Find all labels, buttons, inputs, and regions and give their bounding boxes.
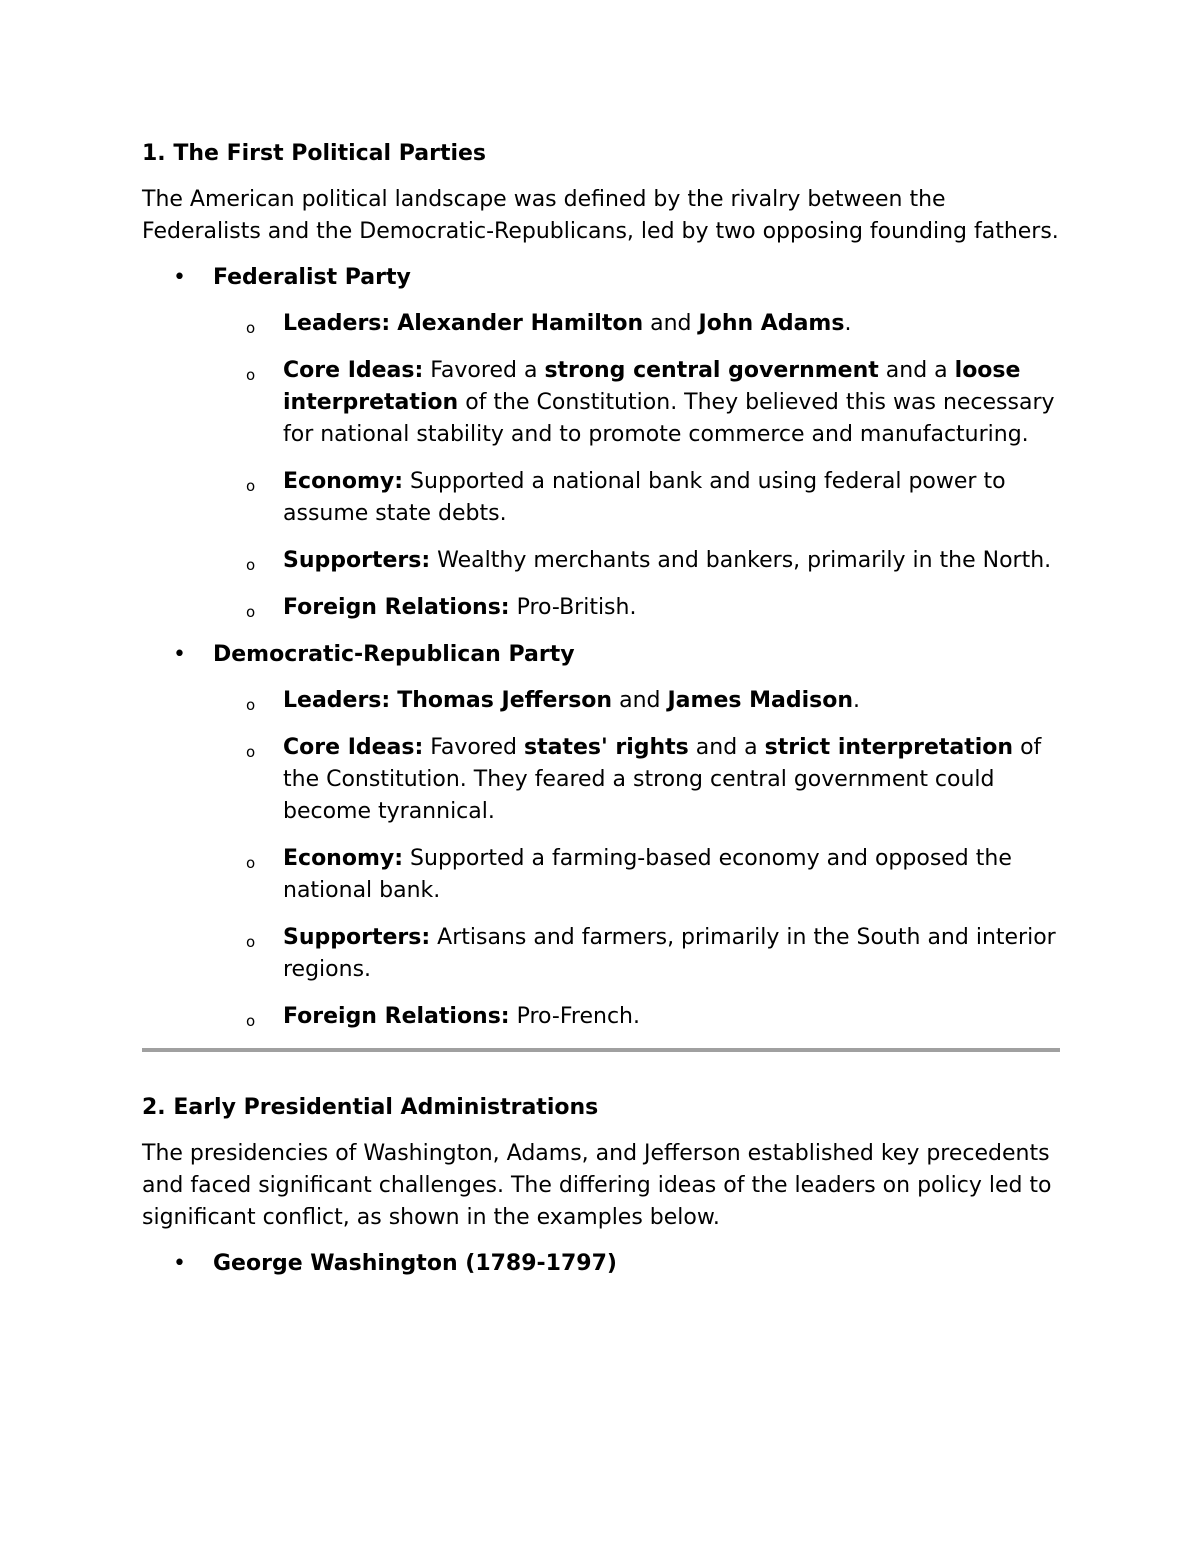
foreign-relations-label: Foreign Relations: xyxy=(283,1004,510,1029)
supporters-text: Artisans and farmers, primarily in the South and interior regions. xyxy=(283,925,1056,982)
federalist-economy-item xyxy=(142,466,1060,530)
sub-bullet-icon: o xyxy=(246,319,256,337)
leader-name: Alexander Hamilton xyxy=(397,311,644,336)
federalist-party-title: Federalist Party xyxy=(213,265,411,290)
conjunction: and xyxy=(650,311,692,336)
economy-text: Supported a farming-based economy and opposed the national bank. xyxy=(283,846,1012,903)
section-2-heading: 2. Early Presidential Administrations xyxy=(142,1095,599,1120)
leader-name: Thomas Jefferson xyxy=(397,688,613,713)
sub-bullet-icon: o xyxy=(246,477,256,495)
bullet-icon: • xyxy=(173,1251,186,1276)
sub-bullet-icon: o xyxy=(246,603,256,621)
leader-name: James Madison xyxy=(667,688,854,713)
bullet-icon: • xyxy=(173,265,186,290)
democratic-republican-party-title: Democratic-Republican Party xyxy=(213,642,575,667)
dr-core-ideas-item xyxy=(142,732,1060,828)
horizontal-divider xyxy=(142,1048,1060,1052)
federalist-core-ideas-item xyxy=(142,355,1060,451)
economy-label: Economy: xyxy=(283,846,404,871)
section-2-intro: The presidencies of Washington, Adams, and Jefferson established key precedents and faced significant challenges. The differing ideas of the leaders on policy led to significant conflict, as shown in the examples below. xyxy=(142,1141,1052,1230)
core-text: Favored xyxy=(430,735,517,760)
core-emphasis: strong central government xyxy=(544,358,879,383)
dr-foreign-relations-item xyxy=(142,1001,1060,1033)
leaders-label: Leaders: xyxy=(283,311,391,336)
core-emphasis: loose interpretation xyxy=(283,358,1021,415)
sub-bullet-icon: o xyxy=(246,743,256,761)
leaders-label: Leaders: xyxy=(283,688,391,713)
conjunction: and xyxy=(619,688,661,713)
section-1-heading: 1. The First Political Parties xyxy=(142,141,487,166)
supporters-label: Supporters: xyxy=(283,548,431,573)
section-1-intro: The American political landscape was defined by the rivalry between the Federalists and the Democratic-Republicans, led by two opposing founding fathers. xyxy=(142,187,1059,244)
supporters-label: Supporters: xyxy=(283,925,431,950)
bullet-icon: • xyxy=(173,642,186,667)
washington-item xyxy=(142,1248,1060,1280)
federalist-foreign-relations-item xyxy=(142,592,1060,624)
core-ideas-label: Core Ideas: xyxy=(283,735,424,760)
core-emphasis: states' rights xyxy=(523,735,689,760)
sub-bullet-icon: o xyxy=(246,933,256,951)
federalist-supporters-item xyxy=(142,545,1060,577)
dr-economy-item xyxy=(142,843,1060,907)
economy-label: Economy: xyxy=(283,469,404,494)
democratic-republican-party-item xyxy=(142,639,1060,671)
economy-text: Supported a national bank and using federal power to assume state debts. xyxy=(283,469,1006,526)
core-text: and a xyxy=(885,358,948,383)
foreign-relations-text: Pro-British. xyxy=(516,595,637,620)
federalist-party-item xyxy=(142,262,1060,294)
period: . xyxy=(844,311,852,336)
washington-title: George Washington (1789-1797) xyxy=(213,1251,617,1276)
core-ideas-label: Core Ideas: xyxy=(283,358,424,383)
dr-leaders-item xyxy=(142,685,1060,717)
leader-name: John Adams xyxy=(698,311,845,336)
foreign-relations-label: Foreign Relations: xyxy=(283,595,510,620)
core-text: and a xyxy=(695,735,758,760)
sub-bullet-icon: o xyxy=(246,854,256,872)
period: . xyxy=(853,688,861,713)
foreign-relations-text: Pro-French. xyxy=(516,1004,640,1029)
sub-bullet-icon: o xyxy=(246,1012,256,1030)
core-text: of the Constitution. They believed this was necessary for national stability and to promote commerce and manufacturing. xyxy=(283,390,1055,447)
core-text: of the Constitution. They feared a strong central government could become tyrannical. xyxy=(283,735,1042,824)
core-text: Favored a xyxy=(430,358,538,383)
sub-bullet-icon: o xyxy=(246,556,256,574)
core-emphasis: strict interpretation xyxy=(764,735,1014,760)
federalist-leaders-item xyxy=(142,308,1060,340)
dr-supporters-item xyxy=(142,922,1060,986)
sub-bullet-icon: o xyxy=(246,696,256,714)
supporters-text: Wealthy merchants and bankers, primarily in the North. xyxy=(437,548,1052,573)
sub-bullet-icon: o xyxy=(246,366,256,384)
